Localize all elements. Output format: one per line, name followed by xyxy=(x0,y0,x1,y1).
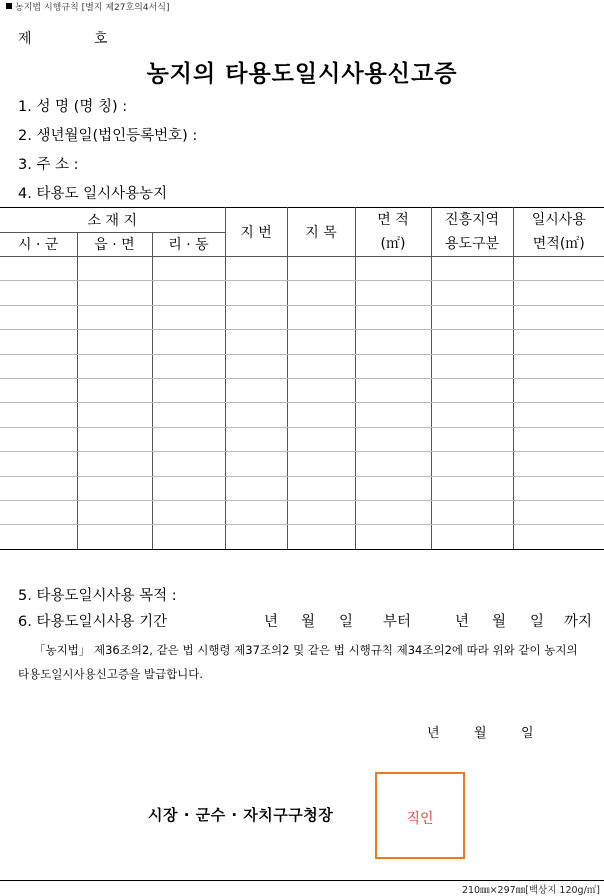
table-cell xyxy=(287,452,355,476)
table-cell xyxy=(77,354,152,378)
area-header-line1: 면 적 xyxy=(377,212,409,228)
table-cell xyxy=(152,281,225,305)
table-cell xyxy=(77,281,152,305)
table-cell xyxy=(355,427,431,451)
table-row xyxy=(0,427,604,451)
table-row xyxy=(0,281,604,305)
table-cell xyxy=(513,330,604,354)
field-farmland: 4. 타용도 일시사용농지 xyxy=(18,186,168,202)
table-cell xyxy=(225,525,287,549)
table-cell xyxy=(431,305,513,329)
table-cell xyxy=(355,500,431,524)
table-cell xyxy=(287,427,355,451)
table-cell xyxy=(431,330,513,354)
square-bullet-icon xyxy=(6,3,12,9)
table-cell xyxy=(513,305,604,329)
zone-header-line2: 용도구분 xyxy=(444,236,500,252)
table-cell xyxy=(431,354,513,378)
table-cell xyxy=(355,354,431,378)
table-cell xyxy=(355,403,431,427)
document-title: 농지의 타용도일시사용신고증 xyxy=(146,61,458,87)
document-number-prefix: 제 xyxy=(18,31,32,47)
table-cell xyxy=(513,427,604,451)
table-cell xyxy=(77,378,152,402)
table-row xyxy=(0,403,604,427)
table-cell xyxy=(355,305,431,329)
table-cell xyxy=(513,354,604,378)
table-cell xyxy=(431,403,513,427)
table-cell xyxy=(0,257,77,281)
table-cell xyxy=(225,281,287,305)
table-cell xyxy=(225,354,287,378)
table-cell xyxy=(0,354,77,378)
period-from: 부터 xyxy=(383,614,412,630)
lot-number-header: 지 번 xyxy=(225,208,287,257)
table-cell xyxy=(0,403,77,427)
table-cell xyxy=(513,525,604,549)
table-cell xyxy=(152,354,225,378)
table-cell xyxy=(77,500,152,524)
temp-area-header-line1: 일시사용 xyxy=(531,212,586,228)
table-cell xyxy=(0,305,77,329)
table-cell xyxy=(287,476,355,500)
table-cell xyxy=(0,378,77,402)
table-cell xyxy=(0,500,77,524)
table-cell xyxy=(152,257,225,281)
temp-area-header xyxy=(513,208,604,257)
zone-header xyxy=(431,208,513,257)
table-cell xyxy=(77,305,152,329)
period-month-end: 월 xyxy=(492,614,507,630)
table-cell xyxy=(431,427,513,451)
table-cell xyxy=(431,525,513,549)
temp-area-header-line2: 면적(㎡) xyxy=(532,236,585,252)
table-cell xyxy=(431,378,513,402)
table-cell xyxy=(355,330,431,354)
period-year-end: 년 xyxy=(455,614,470,630)
table-cell xyxy=(77,476,152,500)
table-cell xyxy=(0,476,77,500)
legal-statement: 「농지법」 제36조의2, 같은 법 시행령 제37조의2 및 같은 법 시행규칙 제34조의2에 따라 위와 같이 농지의 타용도일시사용신고증을 발급합니다. xyxy=(18,643,578,681)
area-header xyxy=(355,208,431,257)
table-cell xyxy=(225,500,287,524)
table-cell xyxy=(287,281,355,305)
table-row xyxy=(0,330,604,354)
field-address: 3. 주 소 : xyxy=(18,157,79,173)
document-number-suffix: 호 xyxy=(94,31,108,47)
table-cell xyxy=(287,525,355,549)
table-cell xyxy=(77,525,152,549)
table-cell xyxy=(513,378,604,402)
table-cell xyxy=(225,452,287,476)
table-cell xyxy=(225,403,287,427)
table-cell xyxy=(77,330,152,354)
table-cell xyxy=(513,476,604,500)
table-cell xyxy=(287,354,355,378)
table-cell xyxy=(152,330,225,354)
table-cell xyxy=(152,427,225,451)
table-cell xyxy=(431,281,513,305)
table-row xyxy=(0,257,604,281)
table-cell xyxy=(0,281,77,305)
table-cell xyxy=(355,452,431,476)
table-cell xyxy=(355,525,431,549)
land-category-header: 지 목 xyxy=(287,208,355,257)
issue-date-year: 년 xyxy=(427,726,440,741)
table-cell xyxy=(513,403,604,427)
zone-header-line1: 진흥지역 xyxy=(444,212,500,228)
table-cell xyxy=(225,305,287,329)
period-year-start: 년 xyxy=(264,614,279,630)
table-cell xyxy=(0,525,77,549)
table-cell xyxy=(0,330,77,354)
table-cell xyxy=(431,257,513,281)
table-cell xyxy=(355,281,431,305)
table-cell xyxy=(225,257,287,281)
table-cell xyxy=(287,305,355,329)
table-row xyxy=(0,476,604,500)
table-cell xyxy=(355,476,431,500)
table-row xyxy=(0,500,604,524)
table-cell xyxy=(225,476,287,500)
table-row xyxy=(0,354,604,378)
bottom-divider xyxy=(0,880,604,881)
period-until: 까지 xyxy=(564,614,593,630)
table-row xyxy=(0,305,604,329)
table-cell xyxy=(287,330,355,354)
table-cell xyxy=(287,403,355,427)
table-cell xyxy=(152,378,225,402)
period-day-start: 일 xyxy=(339,614,354,630)
table-cell xyxy=(287,500,355,524)
table-row xyxy=(0,452,604,476)
table-cell xyxy=(152,500,225,524)
table-cell xyxy=(77,452,152,476)
table-cell xyxy=(152,403,225,427)
issue-date-day: 일 xyxy=(521,726,534,741)
table-cell xyxy=(0,427,77,451)
period-month-start: 월 xyxy=(301,614,316,630)
period-day-end: 일 xyxy=(530,614,545,630)
table-cell xyxy=(287,257,355,281)
period-label: 6. 타용도일시사용 기간 xyxy=(18,614,168,630)
table-cell xyxy=(77,403,152,427)
table-cell xyxy=(431,500,513,524)
table-row xyxy=(0,378,604,402)
table-cell xyxy=(152,305,225,329)
table-cell xyxy=(152,476,225,500)
table-cell xyxy=(513,452,604,476)
issue-date-month: 월 xyxy=(474,726,487,741)
field-birth-date: 2. 생년월일(법인등록번호) : xyxy=(18,128,198,144)
table-row xyxy=(0,525,604,549)
table-cell xyxy=(355,257,431,281)
table-cell xyxy=(513,257,604,281)
table-cell xyxy=(431,476,513,500)
table-cell xyxy=(287,378,355,402)
city-header: 시 · 군 xyxy=(0,232,77,257)
village-header: 리 · 동 xyxy=(152,232,225,257)
paper-specification: 210㎜×297㎜[백상지 120g/㎡] xyxy=(461,885,600,896)
table-cell xyxy=(513,500,604,524)
official-seal-box xyxy=(375,772,465,859)
table-cell xyxy=(225,427,287,451)
table-cell xyxy=(77,257,152,281)
table-cell xyxy=(431,452,513,476)
farmland-table-body xyxy=(0,257,604,550)
table-cell xyxy=(152,525,225,549)
official-seal-label: 직인 xyxy=(406,811,434,827)
issuer-title: 시장 · 군수 · 자치구구청장 xyxy=(148,806,334,824)
table-cell xyxy=(225,330,287,354)
area-header-line2: (㎡) xyxy=(380,236,406,252)
field-name: 1. 성 명 (명 칭) : xyxy=(18,99,128,115)
town-header: 읍 · 면 xyxy=(77,232,152,257)
table-cell xyxy=(152,452,225,476)
table-cell xyxy=(513,281,604,305)
location-group-header: 소 재 지 xyxy=(0,208,225,233)
field-purpose: 5. 타용도일시사용 목적 : xyxy=(18,588,177,604)
table-cell xyxy=(0,452,77,476)
table-cell xyxy=(225,378,287,402)
form-header-text: 농지법 시행규칙 [별지 제27호의4서식] xyxy=(15,3,170,13)
form-header xyxy=(6,0,170,13)
table-cell xyxy=(355,378,431,402)
table-cell xyxy=(77,427,152,451)
farmland-table xyxy=(0,207,604,550)
